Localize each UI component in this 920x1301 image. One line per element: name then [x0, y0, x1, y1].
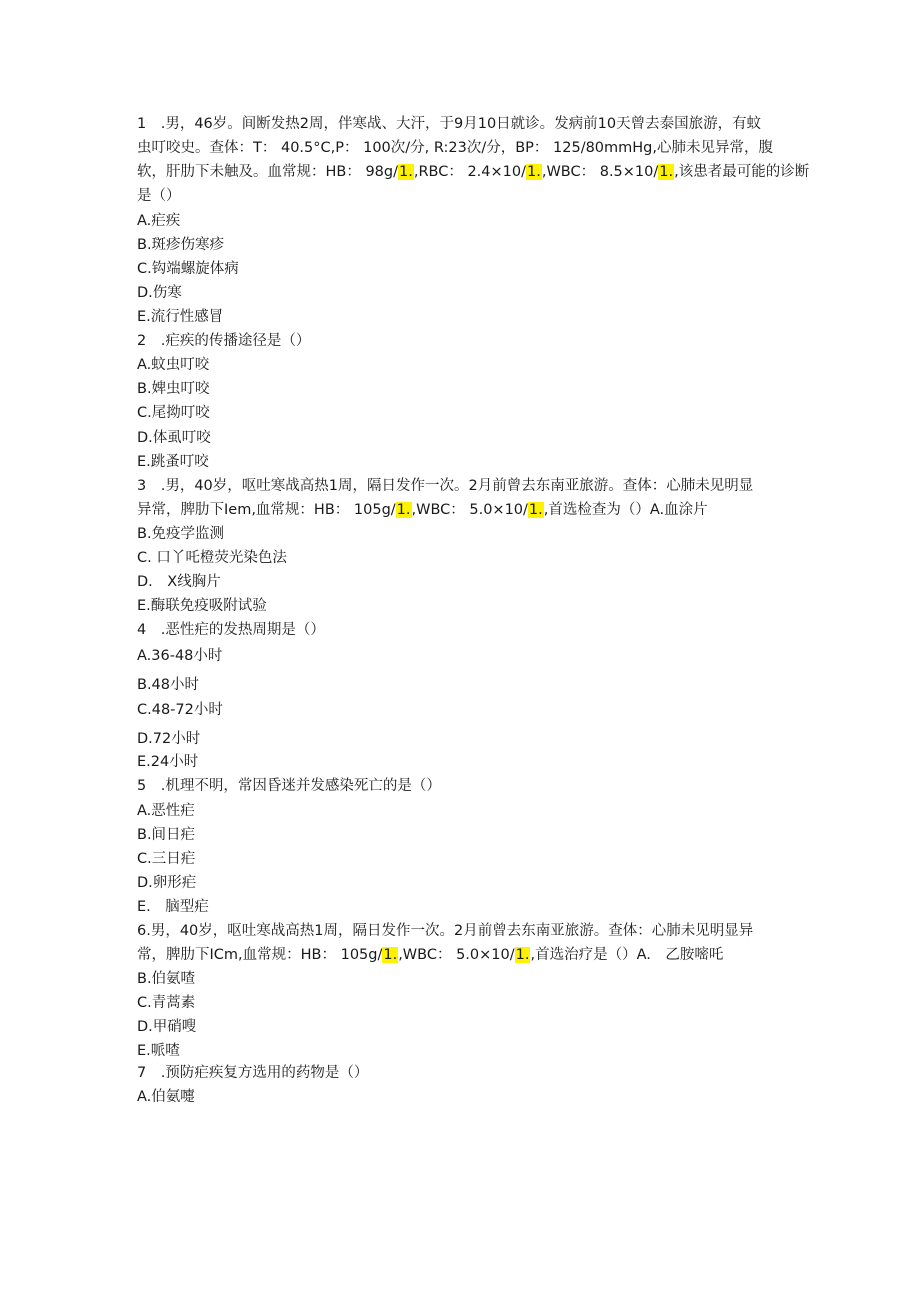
text-run: 软，肝肋下未触及。血常规：HB： 98g/ [137, 164, 398, 180]
highlight: 1. [527, 164, 541, 180]
q6-option-d: D.甲硝嗖 [137, 1019, 197, 1035]
q6-option-b: B.伯氨喳 [137, 971, 196, 987]
q4-option-b: B.48小时 [137, 677, 200, 693]
q1-option-d: D.伤寒 [137, 285, 182, 301]
q2-option-c: C.尾拗叮咬 [137, 405, 210, 421]
q7-option-a: A.伯氨嚏 [137, 1089, 195, 1105]
q2-option-d: D.体虱叮咬 [137, 430, 211, 446]
q3-stem-line-2 [137, 500, 708, 520]
q7-stem: 7 .预防疟疾复方选用的药物是（） [137, 1065, 369, 1081]
q2-option-a: A.蚊虫叮咬 [137, 357, 210, 373]
q5-option-a: A.恶性疟 [137, 803, 195, 819]
q1-stem-line-4: 是（） [137, 188, 181, 204]
q6-stem-line-1: 6.男，40岁，呕吐寒战高热1周，隔日发作一次。2月前曾去东南亚旅游。查体：心肺未见明显异 [137, 923, 754, 939]
q4-option-c: C.48-72小时 [137, 702, 223, 718]
q1-option-b: B.斑疹伤寒疹 [137, 237, 225, 253]
q5-option-c: C.三日疟 [137, 851, 196, 867]
q3-option-e: E.酶联免疫吸附试验 [137, 598, 267, 614]
q6-stem-line-2 [137, 945, 723, 965]
text-run: ,WBC： 5.0×10/ [398, 947, 515, 963]
highlight: 1. [396, 502, 411, 518]
text-run: ,WBC： 8.5×10/ [541, 164, 659, 180]
q3-option-d: D. X线胸片 [137, 574, 221, 590]
q2-option-b: B.婢虫叮咬 [137, 381, 210, 397]
q3-stem-line-1: 3 .男，40岁，呕吐寒战高热1周，隔日发作一次。2月前曾去东南亚旅游。查体：心肺未见明显 [137, 478, 754, 494]
q1-stem-line-1: 1 .男，46岁。间断发热2周，伴寒战、大汗，于9月10日就诊。发病前10天曾去泰国旅游，有蚊 [137, 116, 762, 132]
q5-option-d: D.卵形疟 [137, 875, 197, 891]
q5-stem: 5 .机理不明，常因昏迷并发感染死亡的是（） [137, 778, 441, 794]
highlight: 1. [383, 947, 398, 963]
text-run: ,首选检查为（）A.血涂片 [543, 502, 708, 518]
q1-option-e: E.流行性感冒 [137, 309, 224, 325]
text-run: ,该患者最可能的诊断 [674, 164, 810, 180]
q3-option-c: C. 口丫吒橙荧光染色法 [137, 550, 287, 566]
q2-option-e: E.跳蚤叮咬 [137, 454, 209, 470]
q1-option-c: C.钩端螺旋体病 [137, 261, 239, 277]
text-run: ,RBC： 2.4×10/ [413, 164, 526, 180]
highlight: 1. [399, 164, 413, 180]
q1-stem-line-2: 虫叮咬史。查体：T： 40.5°C,P： 100次/分, R:23次/分，BP： 125/80mmHg,心肺未见异常，腹 [137, 140, 773, 156]
q5-option-b: B.间日疟 [137, 827, 196, 843]
q4-option-e: E.24小时 [137, 754, 199, 770]
q1-stem-line-3 [137, 162, 809, 182]
q4-option-a: A.36-48小时 [137, 648, 223, 664]
text-run: ,首选治疗是（）A. 乙胺嘧吒 [530, 947, 724, 963]
q4-option-d: D.72小时 [137, 731, 201, 747]
q2-stem: 2 .疟疾的传播途径是（） [137, 333, 311, 349]
q6-option-e: E.哌喳 [137, 1043, 180, 1059]
q3-option-b: B.免疫学监测 [137, 526, 225, 542]
q1-option-a: A.疟疾 [137, 213, 181, 229]
highlight: 1. [659, 164, 674, 180]
q5-option-e: E. 脑型疟 [137, 899, 209, 915]
text-run: ,WBC： 5.0×10/ [411, 502, 528, 518]
highlight: 1. [528, 502, 543, 518]
q6-option-c: C.青蒿素 [137, 995, 196, 1011]
highlight: 1. [515, 947, 530, 963]
text-run: 常，脾肋下ICm,血常规：HB： 105g/ [137, 947, 383, 963]
text-run: 异常，脾肋下Iem,血常规：HB： 105g/ [137, 502, 396, 518]
q4-stem: 4 .恶性疟的发热周期是（） [137, 622, 325, 638]
